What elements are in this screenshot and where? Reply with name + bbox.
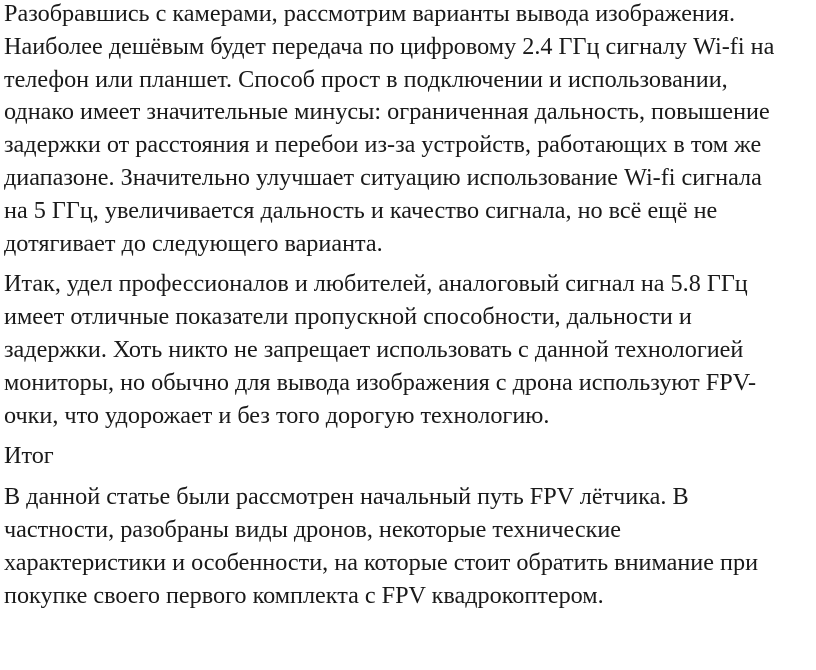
text-line: покупке своего первого комплекта с FPV квадрокоптером. (4, 581, 604, 609)
text-line: диапазоне. Значительно улучшает ситуацию использование Wi-fi сигнала (4, 163, 762, 191)
paragraph-video-output-options (4, 0, 812, 260)
text-line: на 5 ГГц, увеличивается дальность и качество сигнала, но всё ещё не (4, 196, 718, 224)
text-line: однако имеет значительные минусы: ограниченная дальность, повышение (4, 98, 770, 126)
text-line: характеристики и особенности, на которые стоит обратить внимание при (4, 548, 759, 576)
text-line: Итог (4, 442, 54, 470)
text-line: имеет отличные показатели пропускной способности, дальности и (4, 303, 692, 331)
text-line: задержки от расстояния и перебои из-за устройств, работающих в том же (4, 131, 762, 159)
text-line: очки, что удорожает и без того дорогую технологию. (4, 401, 550, 429)
text-line: В данной статье были рассмотрен начальный путь FPV лётчика. В (4, 483, 689, 511)
text-line: Наиболее дешёвым будет передача по цифровому 2.4 ГГц сигналу Wi-fi на (4, 32, 775, 60)
section-heading-summary (4, 440, 812, 473)
text-line: дотягивает до следующего варианта. (4, 229, 383, 257)
text-line: задержки. Хоть никто не запрещает использовать с данной технологией (4, 335, 744, 363)
text-line: телефон или планшет. Способ прост в подключении и использовании, (4, 65, 728, 93)
paragraph-analog-signal (4, 268, 812, 432)
paragraph-conclusion (4, 481, 812, 612)
text-line: Итак, удел профессионалов и любителей, аналоговый сигнал на 5.8 ГГц (4, 270, 748, 298)
text-line: Разобравшись с камерами, рассмотрим варианты вывода изображения. (4, 0, 735, 27)
text-line: мониторы, но обычно для вывода изображения с дрона используют FPV- (4, 368, 757, 396)
text-line: частности, разобраны виды дронов, некоторые технические (4, 515, 622, 543)
